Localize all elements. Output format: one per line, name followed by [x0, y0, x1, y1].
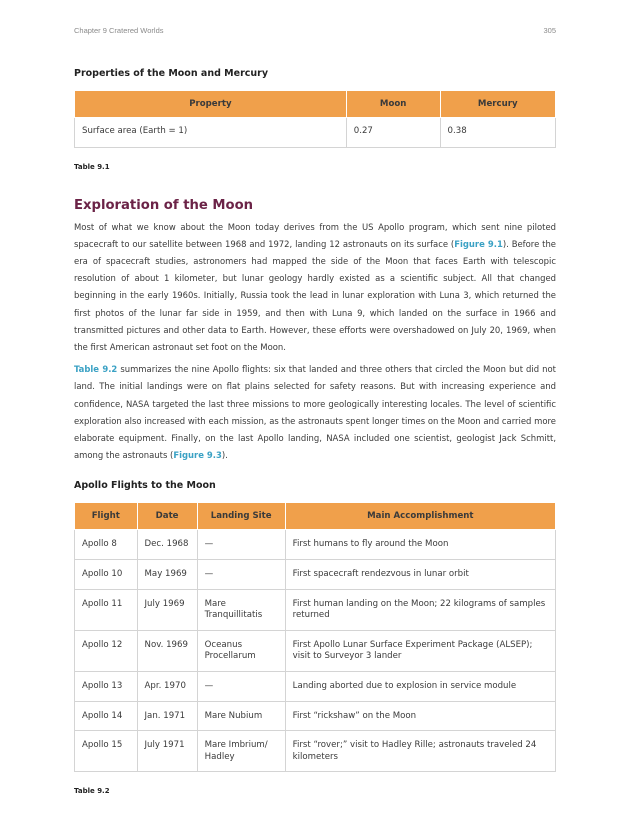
table-cell: 0.27 [346, 118, 440, 148]
table-cell: Oceanus Procellarum [197, 630, 285, 671]
paragraph-2 [74, 361, 556, 464]
table-cell: Surface area (Earth = 1) [75, 118, 347, 148]
column-header: Date [137, 503, 197, 530]
table-row [75, 118, 556, 148]
table2-title: Apollo Flights to the Moon [74, 480, 216, 492]
moon-mercury-table [74, 90, 556, 148]
table-cell: First “rickshaw” on the Moon [285, 701, 555, 731]
table-cell: Apr. 1970 [137, 672, 197, 702]
table-row [75, 731, 556, 772]
chapter-title: Chapter 9 Cratered Worlds [74, 26, 164, 35]
table-cell: Landing aborted due to explosion in service module [285, 672, 555, 702]
table-cell: Dec. 1968 [137, 530, 197, 560]
paragraph-text: summarizes the nine Apollo flights: six that landed and three others that circled the Moon but did not land. The initial landings were on flat plains selected for safety reasons. But with increasing experience and confidence, NASA targeted the last three missions to more geologically interesting locales. The level of scientific exploration also increased with each mission, as the astronauts spent longer times on the Moon and carried more elaborate equipment. Finally, on the last Apollo landing, NASA included one scientist, geologist Jack Schmitt, among the astronauts ( [74, 364, 556, 461]
table-cell: First human landing on the Moon; 22 kilograms of samples returned [285, 589, 555, 630]
figure-9-3-link[interactable]: Figure 9.3 [173, 450, 222, 461]
table-cell: Apollo 8 [75, 530, 138, 560]
column-header: Mercury [440, 91, 555, 118]
table-cell: Apollo 13 [75, 672, 138, 702]
table-cell: May 1969 [137, 560, 197, 590]
table-row [75, 589, 556, 630]
table-header-row [75, 503, 556, 530]
table-row [75, 560, 556, 590]
table-cell: — [197, 560, 285, 590]
column-header: Main Accomplishment [285, 503, 555, 530]
paragraph-text: Most of what we know about the Moon today derives from the US Apollo program, which sent nine piloted spacecraft to our satellite between 1968 and 1972, landing 12 astronauts on its surface ( [74, 221, 556, 249]
table-cell: Apollo 15 [75, 731, 138, 772]
table-cell: July 1969 [137, 589, 197, 630]
page-header [74, 26, 556, 35]
apollo-table-body [75, 530, 556, 772]
column-header: Landing Site [197, 503, 285, 530]
table-cell: Mare Imbrium/ Hadley [197, 731, 285, 772]
section-heading: Exploration of the Moon [74, 197, 254, 213]
table-cell: — [197, 530, 285, 560]
table-row [75, 672, 556, 702]
figure-9-1-link[interactable]: Figure 9.1 [454, 238, 503, 249]
table-cell: First Apollo Lunar Surface Experiment Package (ALSEP); visit to Surveyor 3 lander [285, 630, 555, 671]
table2-caption: Table 9.2 [74, 787, 110, 796]
table1-title: Properties of the Moon and Mercury [74, 68, 269, 79]
table-cell: — [197, 672, 285, 702]
table-cell: Jan. 1971 [137, 701, 197, 731]
table-cell: July 1971 [137, 731, 197, 772]
table-row [75, 701, 556, 731]
table-cell: Apollo 12 [75, 630, 138, 671]
table-9-2-link[interactable]: Table 9.2 [74, 364, 118, 375]
table-cell: First “rover;” visit to Hadley Rille; astronauts traveled 24 kilometers [285, 731, 555, 772]
table-cell: First spacecraft rendezvous in lunar orbit [285, 560, 555, 590]
paragraph-text: ). Before the era of spacecraft studies, astronomers had mapped the side of the Moon that faces Earth with telescopic resolution of about 1 kilometer, but lunar geology hardly existed as a scientific subject. All that changed beginning in the early 1960s. Initially, Russia took the lead in lunar exploration with Luna 3, which returned the first photos of the lunar far side in 1959, and then with Luna 9, which landed on the surface in 1966 and transmitted pictures and other data to Earth. However, these efforts were overshadowed on July 20, 1969, when the first American astronaut set foot on the Moon. [74, 238, 556, 353]
table-cell: Mare Nubium [197, 701, 285, 731]
table1-caption: Table 9.1 [74, 162, 110, 171]
table-row [75, 630, 556, 671]
column-header: Flight [75, 503, 138, 530]
table-header-row [75, 91, 556, 118]
page-content [74, 68, 556, 795]
column-header: Property [75, 91, 347, 118]
apollo-flights-table [74, 502, 556, 772]
paragraph-text: ). [221, 450, 228, 461]
table-cell: Apollo 14 [75, 701, 138, 731]
table-cell: Apollo 10 [75, 560, 138, 590]
column-header: Moon [346, 91, 440, 118]
table-cell: Mare Tranquillitatis [197, 589, 285, 630]
page-number: 305 [543, 26, 556, 35]
table-cell: Apollo 11 [75, 589, 138, 630]
paragraph-1 [74, 219, 556, 357]
table-row [75, 530, 556, 560]
table-cell: Nov. 1969 [137, 630, 197, 671]
table-cell: First humans to fly around the Moon [285, 530, 555, 560]
table-cell: 0.38 [440, 118, 555, 148]
